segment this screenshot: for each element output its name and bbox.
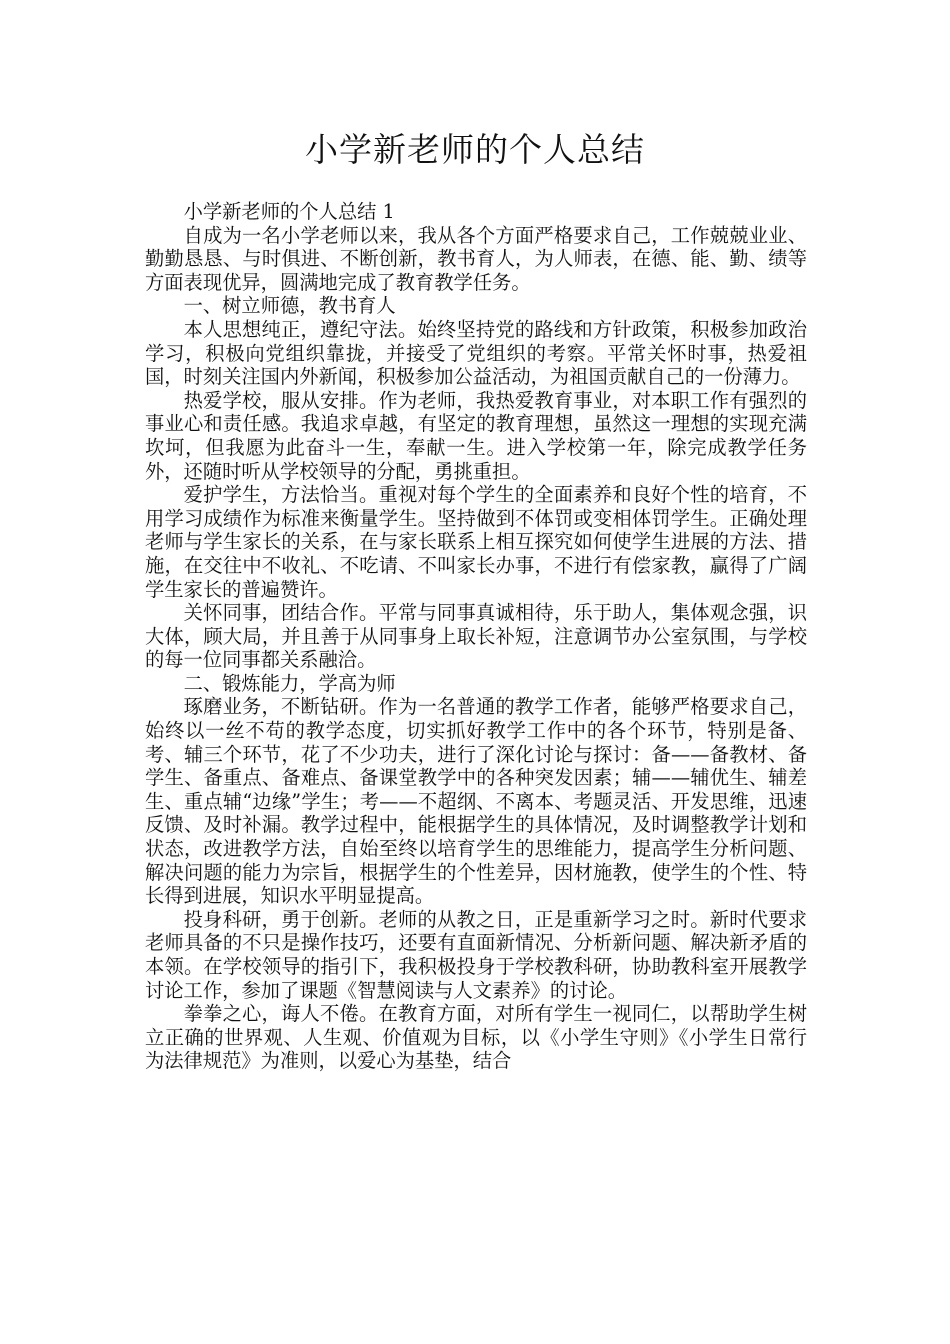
section-heading: 一、树立师德，教书育人 — [183, 294, 396, 318]
paragraph: 本人思想纯正，遵纪守法。始终坚持党的路线和方针政策，积极参加政治学习，积极向党组织靠拢，并接受了党组织的考察。平常关怀时事，热爱祖国，时刻关注国内外新闻，积极参加公益活动，为祖国贡献自己的一份薄力。 — [145, 317, 807, 389]
section-heading: 二、锻炼能力，学高为师 — [183, 671, 396, 695]
section-heading: 小学新老师的个人总结 1 — [183, 200, 395, 223]
paragraph: 爱护学生，方法恰当。重视对每个学生的全面素养和良好个性的培育，不用学习成绩作为标准来衡量学生。坚持做到不体罚或变相体罚学生。正确处理老师与学生家长的关系，在与家长联系上相互探究如何使学生进展的方法、措施，在交往中不收礼、不吃请、不叫家长办事，不进行有偿家教，赢得了广阔学生家长的普遍赞许。 — [145, 483, 807, 601]
paragraph: 自成为一名小学老师以来，我从各个方面严格要求自己，工作兢兢业业、勤勤恳恳、与时俱进、不断创新，教书育人，为人师表，在德、能、勤、绩等方面表现优异，圆满地完成了教育教学任务。 — [145, 223, 807, 294]
document-title: 小学新老师的个人总结 — [305, 130, 645, 169]
paragraph: 热爱学校，服从安排。作为老师，我热爱教育事业，对本职工作有强烈的事业心和责任感。我追求卓越，有坚定的教育理想，虽然这一理想的实现充满坎坷，但我愿为此奋斗一生，奉献一生。进入学校第一年，除完成教学任务外，还随时听从学校领导的分配，勇挑重担。 — [145, 388, 807, 483]
paragraph: 关怀同事，团结合作。平常与同事真诚相待，乐于助人，集体观念强，识大体，顾大局，并且善于从同事身上取长补短，注意调节办公室氛围，与学校的每一位同事都关系融洽。 — [145, 601, 807, 672]
paragraph: 琢磨业务，不断钻研。作为一名普通的教学工作者，能够严格要求自己，始终以一丝不苟的教学态度，切实抓好教学工作中的各个环节，特别是备、考、辅三个环节，花了不少功夫，进行了深化讨论与探讨：备——备教材、备学生、备重点、备难点、备课堂教学中的各种突发因素；辅——辅优生、辅差生、重点辅“边缘”学生；考——不超纲、不离本、考题灵活、开发思维，迅速反馈、及时补漏。教学过程中，能根据学生的具体情况，及时调整教学计划和状态，改进教学方法，自始至终以培育学生的思维能力，提高学生分析问题、解决问题的能力为宗旨，根据学生的个性差异，因材施教，使学生的个性、特长得到进展，知识水平明显提高。 — [145, 695, 807, 908]
paragraph: 拳拳之心，诲人不倦。在教育方面，对所有学生一视同仁，以帮助学生树立正确的世界观、人生观、价值观为目标，以《小学生守则》《小学生日常行为法律规范》为准则，以爱心为基垫，结合 — [145, 1002, 807, 1073]
document-body — [145, 200, 807, 1073]
paragraph: 投身科研，勇于创新。老师的从教之日，正是重新学习之时。新时代要求老师具备的不只是操作技巧，还要有直面新情况、分析新问题、解决新矛盾的本领。在学校领导的指引下，我积极投身于学校教科研，协助教科室开展教学讨论工作，参加了课题《智慧阅读与人文素养》的讨论。 — [145, 907, 807, 1002]
